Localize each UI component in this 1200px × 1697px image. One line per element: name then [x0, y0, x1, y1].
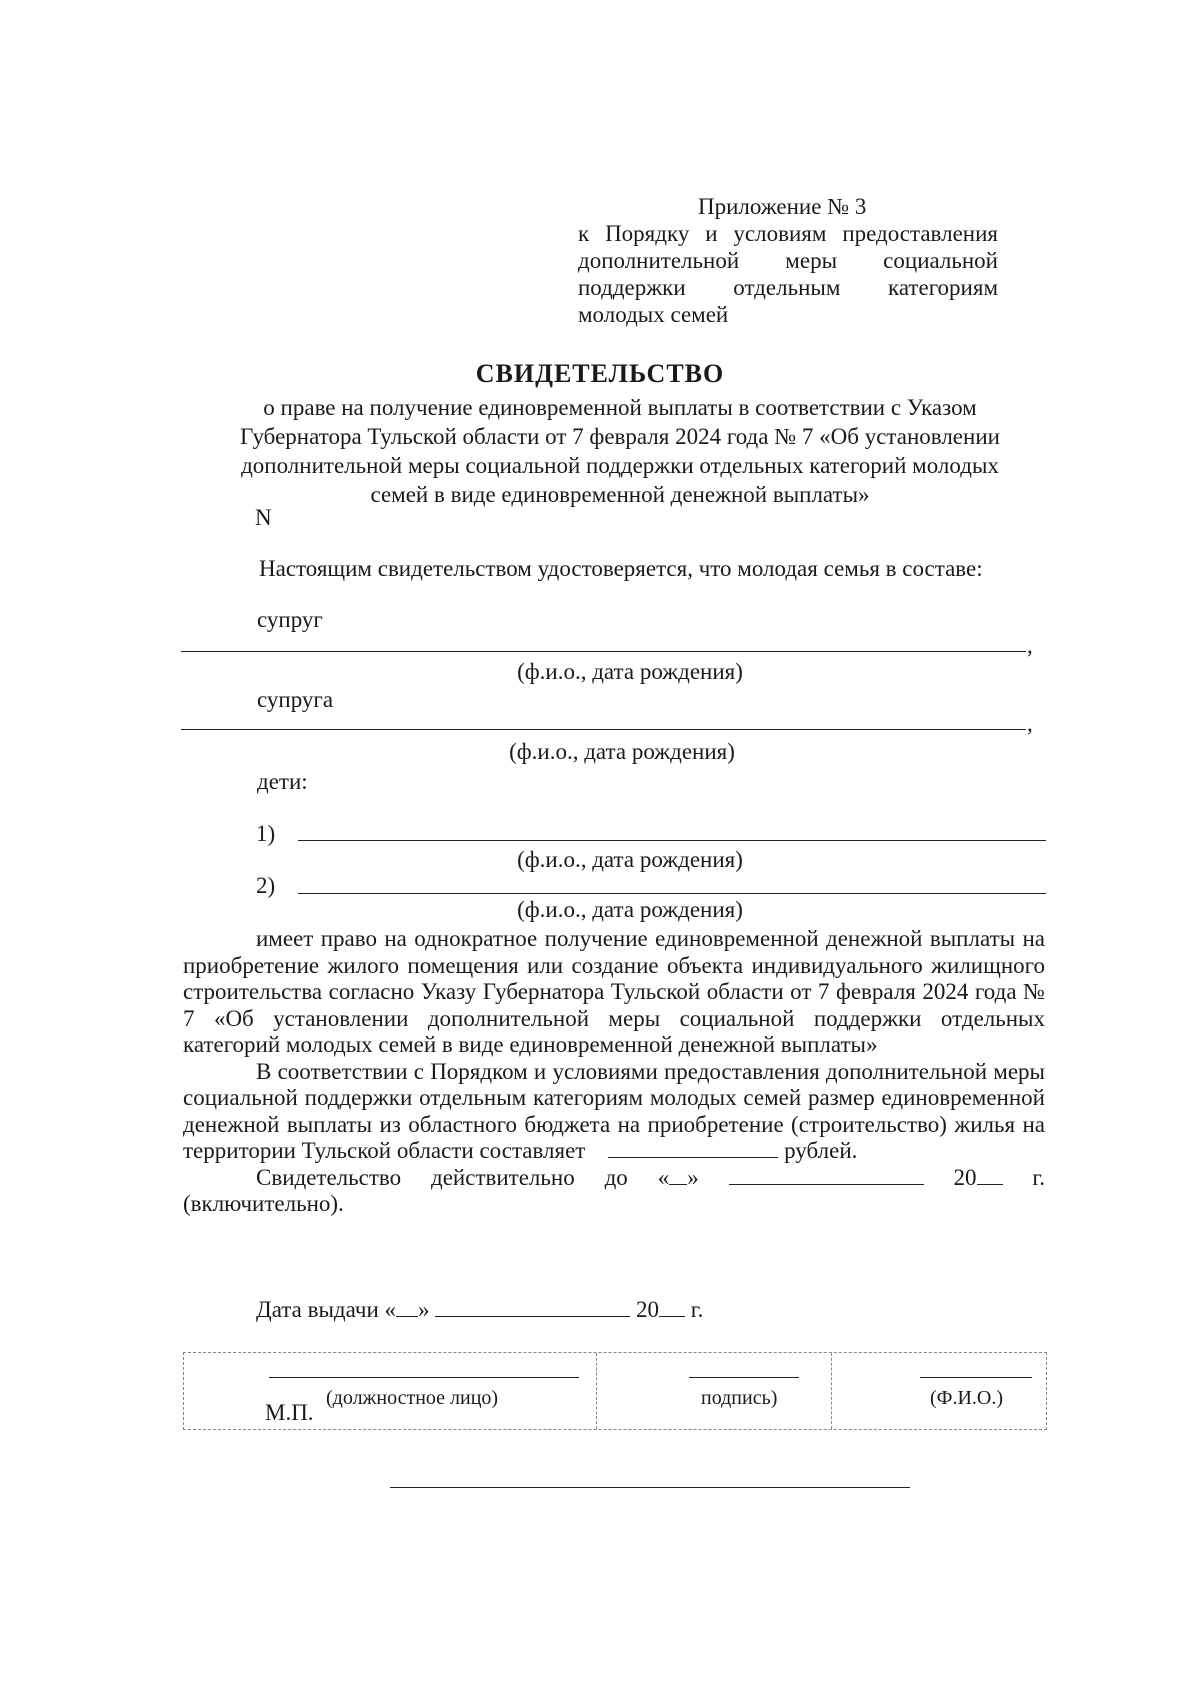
wife-caption: (ф.и.о., дата рождения): [509, 739, 735, 764]
amount-text: В соответствии с Порядком и условиями предоставления дополнительной меры социальной поддержки отдельным категориям молодых семей размер единовременной денежной выплаты из областного бюджета на приобретение (строительство) жилья на территории Тульской области составляет: [183, 1058, 1045, 1163]
child1-caption: (ф.и.о., дата рождения): [517, 847, 743, 872]
sign-caption: подпись): [701, 1387, 778, 1409]
sign-field-line[interactable]: [689, 1377, 799, 1378]
wife-label: супруга: [257, 687, 334, 712]
children-label: дети:: [257, 769, 308, 794]
body-text: [183, 926, 1045, 1218]
fio-cell: [831, 1353, 1045, 1429]
valid-year-suffix: г.: [1032, 1164, 1046, 1190]
document-subtitle: [200, 393, 1040, 509]
valid-year-field[interactable]: [977, 1166, 1003, 1185]
valid-until-line: [183, 1165, 1045, 1192]
certificate-number-label: N: [255, 505, 272, 530]
husband-field-line[interactable]: [181, 651, 1026, 652]
official-caption: (должностное лицо): [326, 1387, 499, 1409]
husband-label: супруг: [257, 607, 323, 632]
issue-year-prefix: 20: [636, 1297, 660, 1322]
valid-quote-close: »: [687, 1164, 699, 1190]
stamp-label: М.П.: [265, 1400, 314, 1425]
subtitle-line: Губернатора Тульской области от 7 февраля 2024 года № 7 «Об установлении: [240, 424, 1000, 449]
child1-field-line[interactable]: [298, 840, 1046, 841]
issue-day-field[interactable]: [396, 1298, 418, 1317]
husband-caption: (ф.и.о., дата рождения): [517, 659, 743, 684]
valid-month-field[interactable]: [729, 1166, 924, 1185]
official-cell: [184, 1353, 596, 1429]
child1-number: 1): [256, 821, 276, 846]
appendix-number: Приложение № 3: [698, 194, 867, 219]
appendix-line: поддержки отдельным категориям: [578, 275, 998, 300]
amount-paragraph: [183, 1059, 1045, 1165]
subtitle-line: дополнительной меры социальной поддержки отдельных категорий молодых: [241, 453, 999, 478]
official-field-line[interactable]: [269, 1377, 579, 1378]
appendix-line: к Порядку и условиям предоставления: [578, 221, 998, 246]
child2-number: 2): [256, 873, 276, 898]
valid-day-field[interactable]: [669, 1166, 687, 1185]
right-paragraph: имеет право на однократное получение единовременной денежной выплаты на приобретение жилого помещения или создание объекта индивидуального жилищного строительства согласно Указу Губернатора Тульской области от 7 февраля 2024 года № 7 «Об установлении дополнительной меры социальной поддержки отдельных категорий молодых семей в виде единовременной денежной выплаты»: [183, 926, 1045, 1057]
wife-comma: ,: [1027, 711, 1033, 736]
fio-field-line[interactable]: [920, 1377, 1032, 1378]
amount-field-line[interactable]: [608, 1139, 778, 1158]
issue-quote-close: »: [418, 1297, 430, 1322]
issue-prefix: Дата выдачи «: [256, 1297, 397, 1322]
bottom-divider: [390, 1487, 910, 1488]
appendix-line: дополнительной меры социальной: [578, 248, 998, 273]
appendix-line: молодых семей: [578, 302, 729, 327]
intro-text: Настоящим свидетельством удостоверяется, что молодая семья в составе:: [259, 556, 983, 581]
issue-month-field[interactable]: [435, 1298, 630, 1317]
issue-date-line: [256, 1296, 703, 1323]
wife-field-line[interactable]: [181, 729, 1026, 730]
husband-comma: ,: [1027, 633, 1033, 658]
subtitle-line: о праве на получение единовременной выплаты в соответствии с Указом: [263, 395, 977, 420]
subtitle-line: семей в виде единовременной денежной выплаты»: [370, 482, 870, 507]
valid-year-prefix: 20: [953, 1164, 977, 1190]
fio-caption: (Ф.И.О.): [930, 1387, 1004, 1409]
document-title: СВИДЕТЕЛЬСТВО: [475, 359, 725, 388]
child2-caption: (ф.и.о., дата рождения): [517, 897, 743, 922]
issue-year-suffix: г.: [690, 1297, 704, 1322]
issue-year-field[interactable]: [659, 1298, 685, 1317]
rubles-label: рублей.: [784, 1138, 858, 1163]
child2-field-line[interactable]: [298, 893, 1046, 894]
valid-prefix: Свидетельство действительно до «: [256, 1164, 670, 1190]
appendix-block: [578, 193, 998, 328]
sign-cell: [596, 1353, 832, 1429]
valid-suffix: (включительно).: [183, 1191, 344, 1216]
